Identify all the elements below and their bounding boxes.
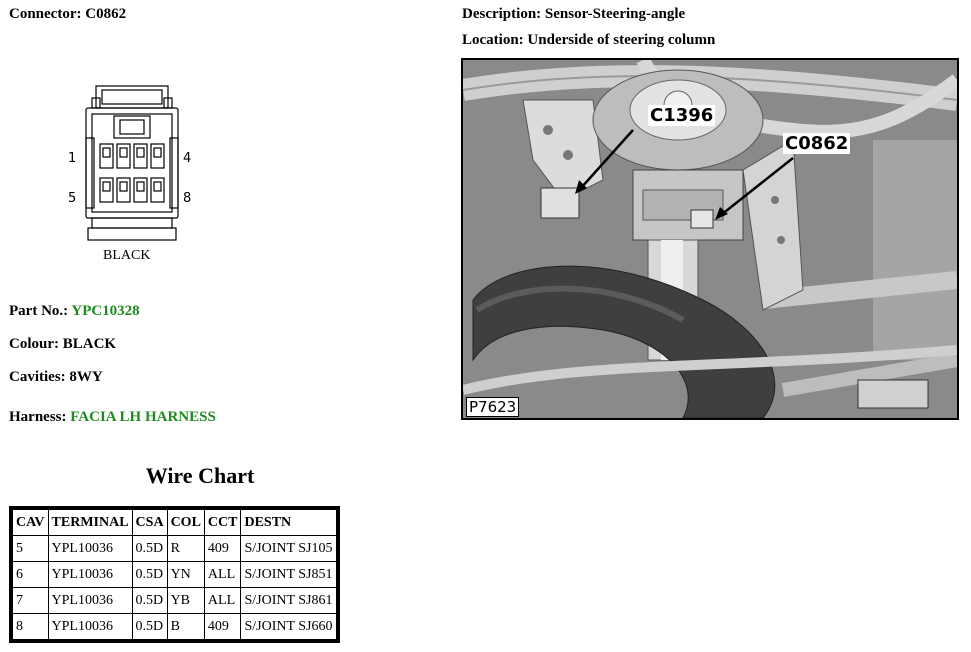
cell-col: B <box>168 614 204 639</box>
colour-field <box>9 336 116 353</box>
colour-label: Colour: <box>9 336 59 352</box>
description-value: Sensor-Steering-angle <box>544 6 686 22</box>
cell-cct: ALL <box>205 562 241 587</box>
wire-chart-title: Wire Chart <box>145 463 255 488</box>
callout-c1396: C1396 <box>650 105 714 126</box>
cell-csa: 0.5D <box>133 614 167 639</box>
pin-8-label: 8 <box>183 191 192 206</box>
header-terminal: TERMINAL <box>49 510 132 535</box>
table-row <box>13 536 336 561</box>
location-field <box>462 32 715 49</box>
location-photo <box>461 58 959 420</box>
cell-col: YB <box>168 588 204 613</box>
header-cct: CCT <box>205 510 241 535</box>
cell-csa: 0.5D <box>133 588 167 613</box>
photo-reference: P7623 <box>466 397 519 417</box>
cell-destn: S/JOINT SJ851 <box>241 562 335 587</box>
part-number-label: Part No.: <box>9 303 69 319</box>
callout-c0862: C0862 <box>785 133 849 154</box>
cell-destn: S/JOINT SJ660 <box>241 614 335 639</box>
connector-field <box>9 6 126 23</box>
cell-destn: S/JOINT SJ861 <box>241 588 335 613</box>
connector-face-drawing <box>62 80 202 270</box>
cavities-value: 8WY <box>69 369 103 385</box>
cell-terminal: YPL10036 <box>49 588 132 613</box>
diagram-colour-caption: BLACK <box>103 248 151 263</box>
cell-cav: 7 <box>13 588 48 613</box>
cell-cav: 8 <box>13 614 48 639</box>
part-number-field <box>9 303 140 320</box>
table-row <box>13 588 336 613</box>
harness-label: Harness: <box>9 409 67 425</box>
location-value: Underside of steering column <box>527 32 716 48</box>
cavities-label: Cavities: <box>9 369 66 385</box>
part-number-link[interactable]: YPC10328 <box>71 303 140 319</box>
pin-1-label: 1 <box>68 151 77 166</box>
cavities-field <box>9 369 103 386</box>
cell-col: R <box>168 536 204 561</box>
location-label: Location: <box>462 32 524 48</box>
cell-terminal: YPL10036 <box>49 562 132 587</box>
connector-value: C0862 <box>85 6 127 22</box>
colour-value: BLACK <box>62 336 117 352</box>
table-row <box>13 562 336 587</box>
connector-label: Connector: <box>9 6 82 22</box>
cell-terminal: YPL10036 <box>49 536 132 561</box>
description-label: Description: <box>462 6 542 22</box>
header-csa: CSA <box>133 510 167 535</box>
cell-cav: 5 <box>13 536 48 561</box>
cell-cct: 409 <box>205 536 241 561</box>
cell-col: YN <box>168 562 204 587</box>
pin-4-label: 4 <box>183 151 192 166</box>
table-row <box>13 614 336 639</box>
cell-cct: ALL <box>205 588 241 613</box>
cell-destn: S/JOINT SJ105 <box>241 536 335 561</box>
header-cav: CAV <box>13 510 48 535</box>
cell-csa: 0.5D <box>133 536 167 561</box>
description-field <box>462 6 685 23</box>
connector-diagram <box>62 80 202 270</box>
wire-chart-table <box>9 506 340 643</box>
cell-cct: 409 <box>205 614 241 639</box>
header-col: COL <box>168 510 204 535</box>
cell-cav: 6 <box>13 562 48 587</box>
harness-field <box>9 409 216 426</box>
harness-link[interactable]: FACIA LH HARNESS <box>70 409 216 425</box>
cell-terminal: YPL10036 <box>49 614 132 639</box>
cell-csa: 0.5D <box>133 562 167 587</box>
pin-5-label: 5 <box>68 191 77 206</box>
header-destn: DESTN <box>241 510 335 535</box>
wire-chart-header-row <box>13 510 336 535</box>
